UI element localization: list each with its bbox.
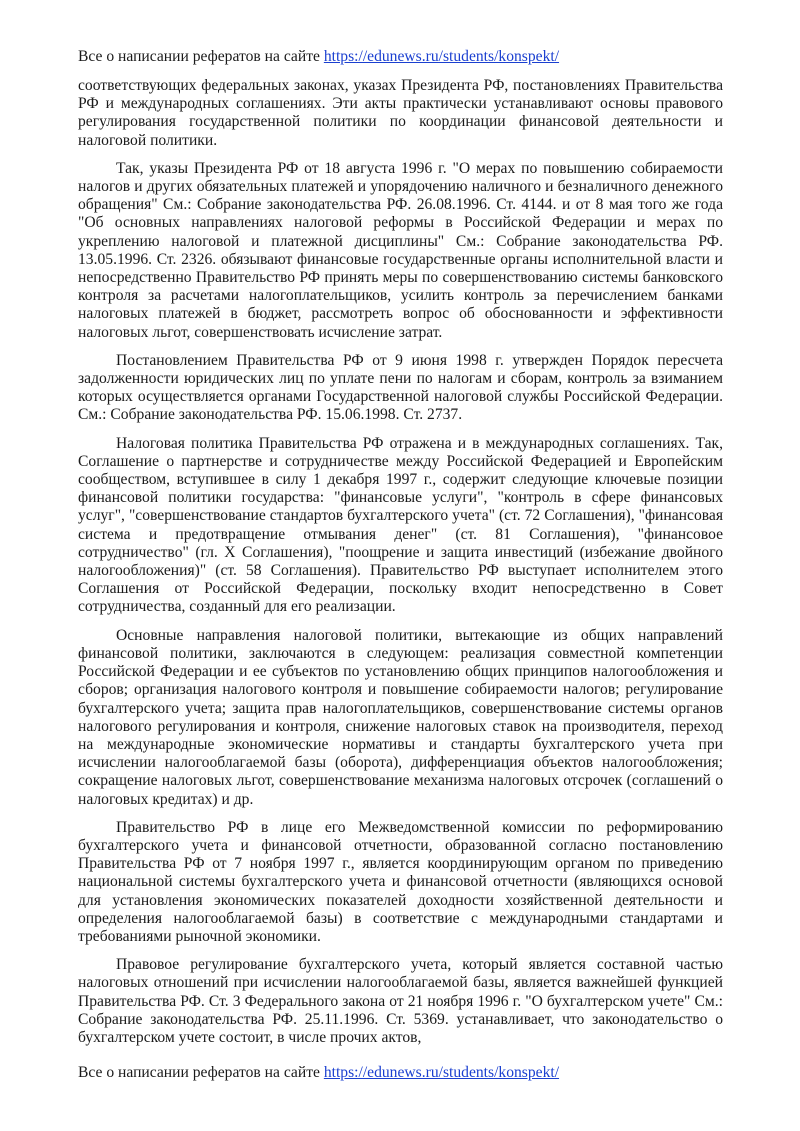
paragraph: соответствующих федеральных законах, указах Президента РФ, постановлениях Правительства РФ и международных соглашениях. Эти акты практически устанавливают основы правового регулирования государственной политики по координации финансовой деятельности и налоговой политики. xyxy=(78,77,723,149)
paragraph: Правительство РФ в лице его Межведомственной комиссии по реформированию бухгалтерского учета и финансовой отчетности, образованной согласно постановлению Правительства РФ от 7 ноября 1997 г., является координирующим органом по приведению национальной системы бухгалтерского учета и финансовой отчетности (являющихся основой для установления экономических показателей доходности хозяйственной деятельности и определения налогооблагаемой базы) в соответствие с международными стандартами и требованиями рыночной экономики. xyxy=(78,818,723,945)
page-header xyxy=(78,47,559,67)
header-text: Все о написании рефератов на сайте xyxy=(78,48,324,65)
paragraph: Основные направления налоговой политики, вытекающие из общих направлений финансовой политики, заключаются в следующем: реализация совместной компетенции Российской Федерации и ее субъектов по установлению общих принципов налогообложения и сборов; организация налогового контроля и повышение собираемости налогов; регулирование бухгалтерского учета; защита прав налогоплательщиков, совершенствование системы органов налогового регулирования и контроля, снижение налоговых ставок на производителя, переход на международные экономические нормативы и стандарты бухгалтерского учета при исчислении налогооблагаемой базы (оборота), дифференциация объектов налогообложения; сокращение налоговых льгот, совершенствование механизма налоговых отсрочек (соглашений о налоговых кредитах) и др. xyxy=(78,626,723,808)
page-footer xyxy=(78,1063,559,1083)
footer-text: Все о написании рефератов на сайте xyxy=(78,1064,324,1081)
footer-link[interactable]: https://edunews.ru/students/konspekt/ xyxy=(323,1064,560,1081)
paragraph: Так, указы Президента РФ от 18 августа 1996 г. "О мерах по повышению собираемости налогов и других обязательных платежей и упорядочению наличного и безналичного денежного обращения" См.: Собрание законодательства РФ. 26.08.1996. Ст. 4144. и от 8 мая того же года "Об основных направлениях налоговой реформы в Российской Федерации и мерах по укреплению налоговой и платежной дисциплины" См.: Собрание законодательства РФ. 13.05.1996. Ст. 2326. обязывают финансовые государственные органы исполнительной власти и непосредственно Правительство РФ принять меры по совершенствованию системы банковского контроля за расчетами налогоплательщиков, усилить контроль за перечислением банками налоговых платежей в бюджет, рассмотреть вопрос об обоснованности и эффективности налоговых льгот, совершенствовать исчисление затрат. xyxy=(78,159,723,341)
header-link[interactable]: https://edunews.ru/students/konspekt/ xyxy=(323,48,560,65)
paragraph: Правовое регулирование бухгалтерского учета, который является составной частью налоговых отношений при исчислении налогооблагаемой базы, является важнейшей функцией Правительства РФ. Ст. 3 Федерального закона от 21 ноября 1996 г. "О бухгалтерском учете" См.: Собрание законодательства РФ. 25.11.1996. Ст. 5369. устанавливает, что законодательство о бухгалтерском учете состоит, в числе прочих актов, xyxy=(78,956,723,1046)
document-body xyxy=(78,77,723,1057)
paragraph: Налоговая политика Правительства РФ отражена и в международных соглашениях. Так, Соглашение о партнерстве и сотрудничестве между Российской Федерацией и Европейским сообществом, вступившее в силу 1 декабря 1997 г., содержит следующие ключевые позиции финансовой политики государства: "финансовые услуги", "контроль в сфере финансовых услуг", "совершенствование стандартов бухгалтерского учета" (ст. 72 Соглашения), "финансовая система и предотвращение отмывания денег" (ст. 81 Соглашения), "финансовое сотрудничество" (гл. X Соглашения), "поощрение и защита инвестиций (избежание двойного налогообложения)" (ст. 58 Соглашения). Правительство РФ выступает исполнителем этого Соглашения от Российской Федерации, поскольку входит непосредственно в Совет сотрудничества, созданный для его реализации. xyxy=(78,434,723,616)
paragraph: Постановлением Правительства РФ от 9 июня 1998 г. утвержден Порядок пересчета задолженности юридических лиц по уплате пени по налогам и сборам, контроль за взиманием которых осуществляется органами Государственной налоговой службы Российской Федерации. См.: Собрание законодательства РФ. 15.06.1998. Ст. 2737. xyxy=(78,351,723,424)
